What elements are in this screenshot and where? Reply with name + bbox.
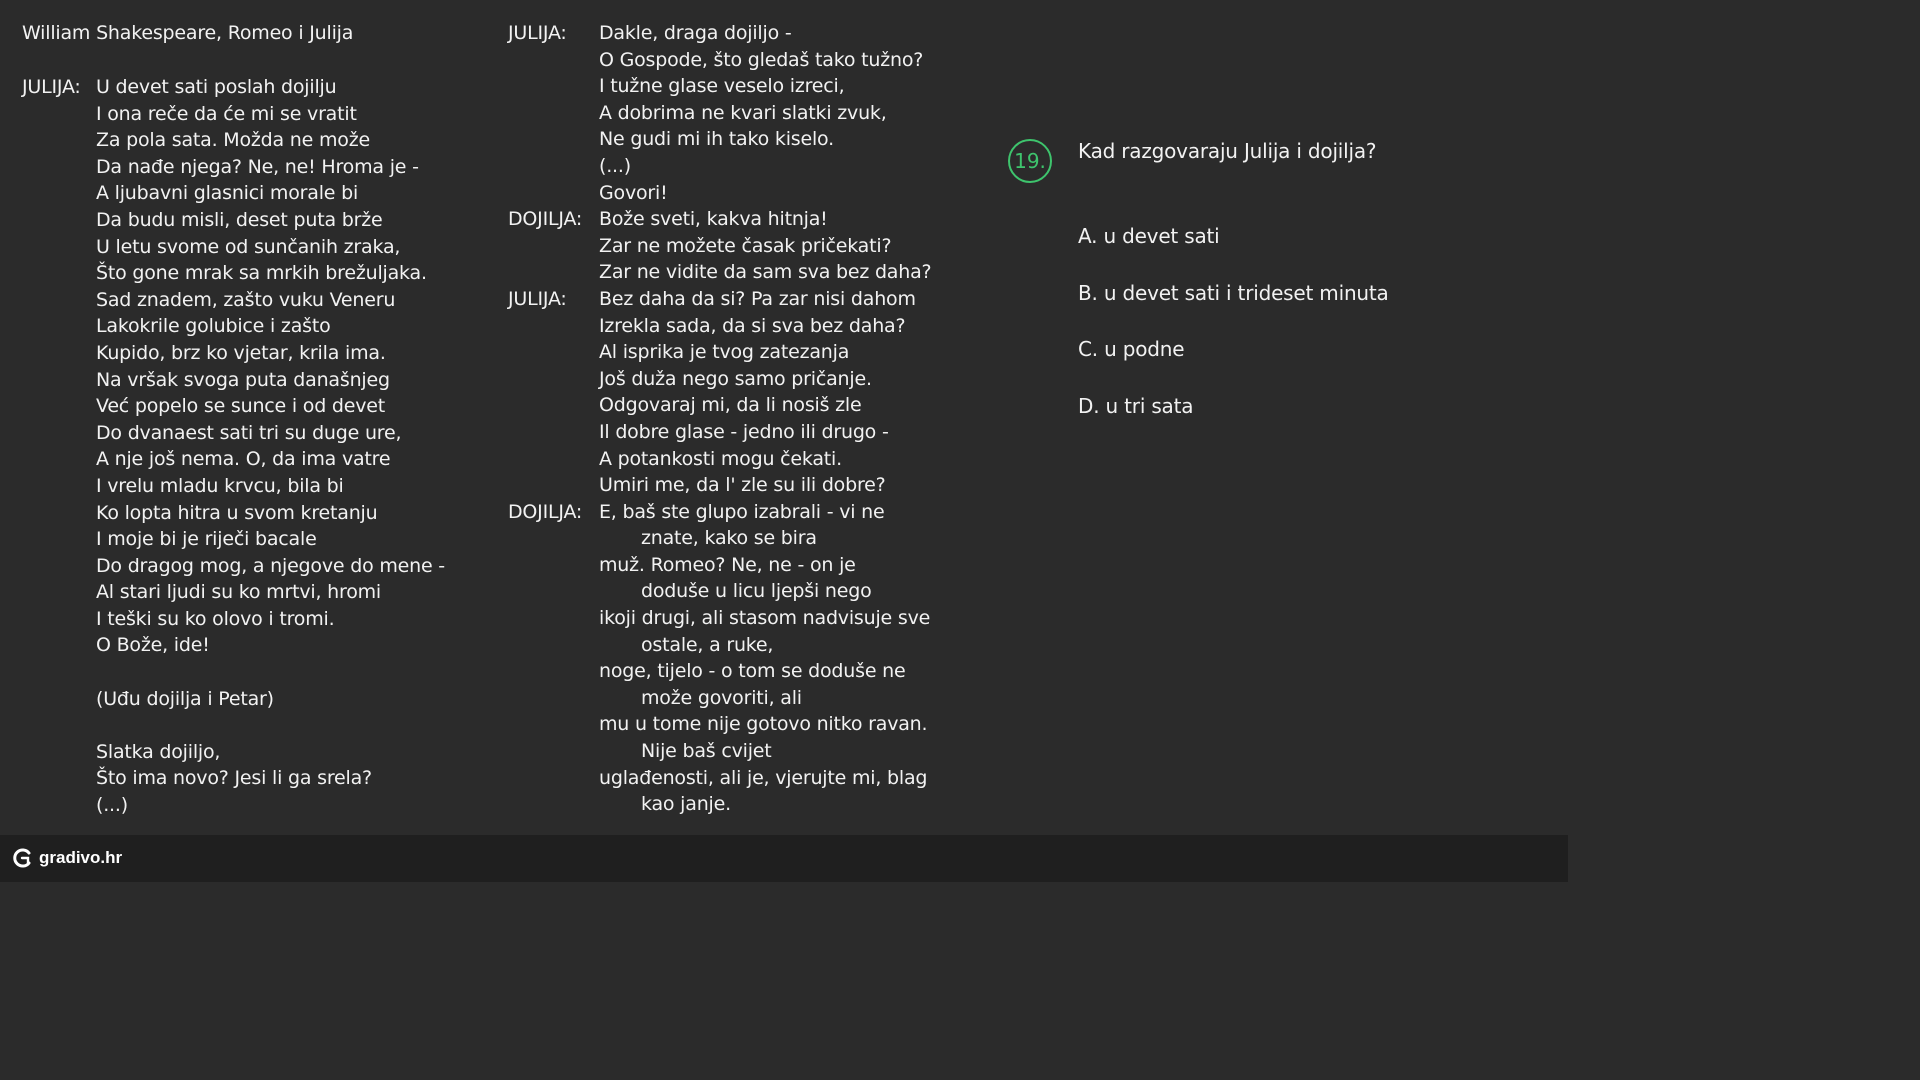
verse-line: U letu svome od sunčanih zraka,	[96, 235, 401, 258]
speaker-label: JULIJA:	[508, 287, 567, 310]
brand-name: gradivo.hr	[39, 848, 123, 867]
verse-row	[508, 578, 931, 605]
verse-line: Ko lopta hitra u svom kretanju	[96, 501, 378, 524]
verse-row	[22, 500, 445, 527]
verse-line: Na vršak svoga puta današnjeg	[96, 368, 390, 391]
verse-row	[508, 180, 931, 207]
verse-line: Zar ne možete časak pričekati?	[599, 234, 892, 257]
verse-row	[22, 579, 445, 606]
verse-row	[22, 606, 445, 633]
verse-row	[508, 73, 931, 100]
verse-line: I vrelu mladu krvcu, bila bi	[96, 474, 344, 497]
verse-row	[22, 207, 445, 234]
verse-line: Govori!	[599, 181, 668, 204]
verse-line: Do dvanaest sati tri su duge ure,	[96, 421, 402, 444]
verse-line: A dobrima ne kvari slatki zvuk,	[599, 101, 887, 124]
verse-row	[508, 765, 931, 792]
verse-row	[508, 419, 931, 446]
verse-row	[508, 392, 931, 419]
verse-line: (...)	[599, 154, 631, 177]
verse-line: Al stari ljudi su ko mrtvi, hromi	[96, 581, 382, 604]
verse-row	[508, 20, 931, 47]
verse-row	[22, 367, 445, 394]
verse-row	[22, 792, 445, 819]
verse-row	[508, 711, 931, 738]
verse-row	[22, 393, 445, 420]
verse-line: Još duža nego samo pričanje.	[599, 367, 872, 390]
speaker-label: JULIJA:	[508, 22, 567, 44]
verse-row	[22, 526, 445, 553]
verse-line: (...)	[96, 794, 128, 817]
verse-line: Ne gudi mi ih tako kiselo.	[599, 128, 834, 151]
verse-row	[22, 234, 445, 261]
footer-bar	[0, 835, 1568, 882]
middle-text-column	[508, 20, 931, 818]
verse-row	[22, 74, 445, 101]
verse-row	[508, 499, 931, 526]
verse-row	[22, 659, 445, 686]
verse-line: Kupido, brz ko vjetar, krila ima.	[96, 341, 386, 364]
verse-line: doduše u licu ljepši nego	[641, 580, 872, 603]
answer-list	[1078, 223, 1389, 449]
verse-line: Odgovaraj mi, da li nosiš zle	[599, 394, 862, 417]
verse-line: Dakle, draga dojiljo -	[599, 22, 792, 44]
verse-line: Bože sveti, kakva hitnja!	[599, 208, 828, 231]
verse-line: A nje još nema. O, da ima vatre	[96, 448, 391, 471]
verse-line: A ljubavni glasnici morale bi	[96, 182, 359, 205]
verse-row	[508, 313, 931, 340]
verse-row	[22, 287, 445, 314]
verse-line: I moje bi je riječi bacale	[96, 528, 317, 551]
verse-row	[508, 153, 931, 180]
verse-row	[22, 101, 445, 128]
verse-row	[22, 313, 445, 340]
verse-row	[508, 685, 931, 712]
verse-line: kao janje.	[641, 793, 731, 816]
page-title: William Shakespeare, Romeo i Julija	[22, 22, 354, 44]
answer-option-c[interactable]: C. u podne	[1078, 337, 1185, 362]
speaker-label: DOJILJA:	[508, 500, 583, 523]
verse-line: I teški su ko olovo i tromi.	[96, 607, 335, 630]
answer-option-d[interactable]: D. u tri sata	[1078, 393, 1194, 418]
verse-row	[22, 446, 445, 473]
verse-row	[22, 739, 445, 766]
verse-row	[22, 260, 445, 287]
verse-row	[22, 473, 445, 500]
verse-line: A potankosti mogu čekati.	[599, 447, 842, 470]
verse-line: Al isprika je tvog zatezanja	[599, 341, 850, 364]
verse-line: mu u tome nije gotovo nitko ravan.	[599, 713, 928, 736]
verse-line: Il dobre glase - jedno ili drugo -	[599, 420, 889, 443]
verse-row	[508, 206, 931, 233]
verse-line: Slatka dojiljo,	[96, 740, 221, 763]
verse-row	[508, 525, 931, 552]
verse-row	[508, 47, 931, 74]
verse-row	[508, 552, 931, 579]
verse-line: Da budu misli, deset puta brže	[96, 208, 383, 231]
verse-line: ostale, a ruke,	[641, 633, 774, 656]
verse-line: ikoji drugi, ali stasom nadvisuje sve	[599, 607, 931, 630]
verse-line: Sad znadem, zašto vuku Veneru	[96, 288, 396, 311]
verse-line: može govoriti, ali	[641, 686, 802, 709]
verse-line: Umiri me, da l' zle su ili dobre?	[599, 474, 886, 497]
verse-line: Do dragog mog, a njegove do mene -	[96, 554, 445, 577]
verse-row	[508, 791, 931, 818]
verse-line: (Uđu dojilja i Petar)	[96, 687, 274, 710]
verse-line: znate, kako se bira	[641, 527, 817, 550]
question-text: Kad razgovaraju Julija i dojilja?	[1078, 139, 1377, 163]
verse-row	[508, 339, 931, 366]
verse-row	[22, 712, 445, 739]
verse-line: noge, tijelo - o tom se doduše ne	[599, 660, 906, 683]
answer-option-a[interactable]: A. u devet sati	[1078, 224, 1220, 248]
question-number-badge: 19.	[1008, 139, 1052, 183]
verse-line: I ona reče da će mi se vratit	[96, 102, 357, 125]
gradivo-logo-icon	[11, 847, 33, 869]
verse-row	[508, 233, 931, 260]
verse-line: muž. Romeo? Ne, ne - on je	[599, 553, 856, 576]
verse-line: U devet sati poslah dojilju	[96, 76, 337, 98]
verse-line: I tužne glase veselo izreci,	[599, 75, 845, 98]
verse-row	[508, 605, 931, 632]
verse-row	[508, 259, 931, 286]
verse-row	[22, 180, 445, 207]
verse-line: Što gone mrak sa mrkih brežuljaka.	[96, 262, 427, 285]
verse-line: Izrekla sada, da si sva bez daha?	[599, 314, 906, 337]
speaker-label: JULIJA:	[22, 76, 81, 98]
answer-option-b[interactable]: B. u devet sati i trideset minuta	[1078, 280, 1389, 305]
verse-row	[22, 154, 445, 181]
verse-row	[22, 553, 445, 580]
verse-row	[508, 126, 931, 153]
verse-line: Za pola sata. Možda ne može	[96, 129, 370, 152]
verse-line: O Bože, ide!	[96, 634, 210, 657]
brand-link[interactable]	[11, 847, 122, 869]
left-text-column	[22, 74, 445, 819]
speaker-label: DOJILJA:	[508, 208, 583, 231]
verse-row	[508, 100, 931, 127]
verse-row	[22, 420, 445, 447]
verse-row	[508, 472, 931, 499]
verse-line: Nije baš cvijet	[641, 740, 772, 763]
verse-row	[508, 446, 931, 473]
verse-row	[508, 366, 931, 393]
verse-line: O Gospode, što gledaš tako tužno?	[599, 48, 924, 71]
verse-row	[22, 632, 445, 659]
verse-row	[22, 686, 445, 713]
verse-line: Već popelo se sunce i od devet	[96, 395, 386, 418]
verse-row	[22, 765, 445, 792]
verse-line: E, baš ste glupo izabrali - vi ne	[599, 500, 885, 523]
verse-line: Da nađe njega? Ne, ne! Hroma je -	[96, 155, 419, 178]
verse-line: Zar ne vidite da sam sva bez daha?	[599, 261, 932, 284]
verse-line: Što ima novo? Jesi li ga srela?	[96, 767, 372, 790]
verse-row	[508, 632, 931, 659]
verse-row	[22, 127, 445, 154]
verse-line: uglađenosti, ali je, vjerujte mi, blag	[599, 766, 928, 789]
verse-row	[22, 340, 445, 367]
verse-line: Bez daha da si? Pa zar nisi dahom	[599, 287, 916, 310]
verse-row	[508, 286, 931, 313]
verse-line: Lakokrile golubice i zašto	[96, 315, 331, 338]
verse-row	[508, 738, 931, 765]
verse-row	[508, 658, 931, 685]
